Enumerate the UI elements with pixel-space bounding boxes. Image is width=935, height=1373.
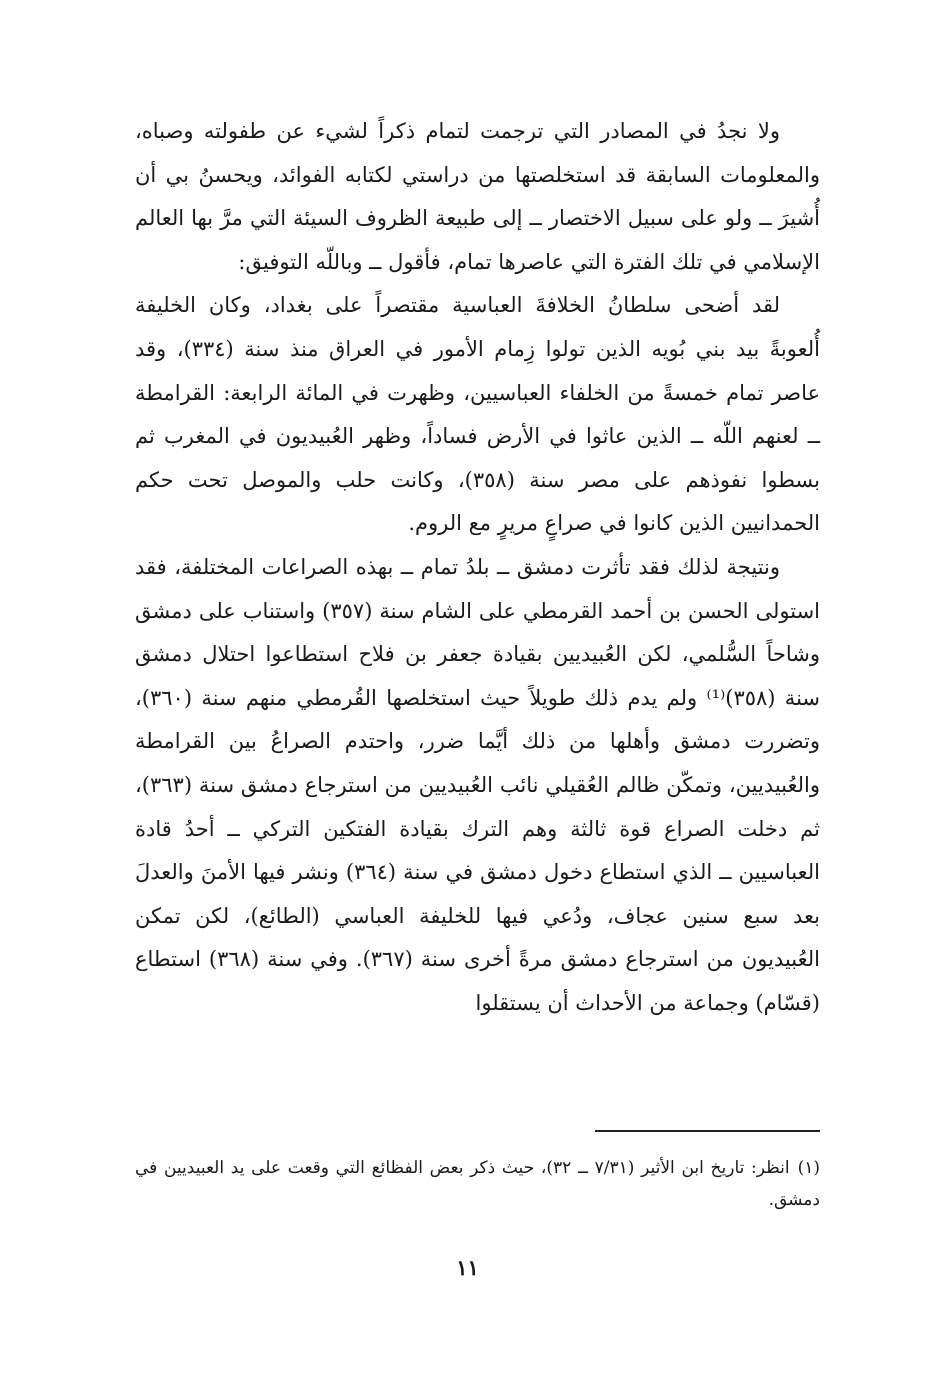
footnote-marker: (١) xyxy=(797,1158,820,1178)
paragraph-1: ولا نجدُ في المصادر التي ترجمت لتمام ذكراً لشيء عن طفولته وصباه، والمعلومات السابقة قد استخلصتها من دراستي لكتابه الفوائد، ويحسنُ بي أن أُشيرَ ــ ولو على سبيل الاختصار ــ إلى طبيعة الظروف السيئة التي مرَّ بها العالم الإسلامي في تلك الفترة التي عاصرها تمام، فأقول ــ وباللّه التوفيق: xyxy=(135,119,820,274)
paragraph-3: ونتيجة لذلك فقد تأثرت دمشق ــ بلدُ تمام ــ بهذه الصراعات المختلفة، فقد استولى الحسن بن أحمد القرمطي على الشام سنة (٣٥٧) واستناب على دمشق وشاحاً السُّلمي، لكن العُبيديين بقيادة جعفر بن فلاح استطاعوا احتلال دمشق سنة (٣٥٨)⁽¹⁾ ولم يدم ذلك طويلاً حيث استخلصها القُرمطي منهم سنة (٣٦٠)، وتضررت دمشق وأهلها من ذلك أيَّما ضرر، واحتدم الصراعُ بين القرامطة والعُبيديين، وتمكّن ظالم العُقيلي نائب العُبيديين من استرجاع دمشق سنة (٣٦٣)، ثم دخلت الصراع قوة ثالثة وهم الترك بقيادة الفتكين التركي ــ أحدُ قادة العباسيين ــ الذي استطاع دخول دمشق في سنة (٣٦٤) ونشر فيها الأمنَ والعدلَ بعد سبع سنين عجاف، ودُعي فيها للخليفة العباسي (الطائع)، لكن تمكن العُبيديون من استرجاع دمشق مرةً أخرى سنة (٣٦٧). وفي سنة (٣٦٨) استطاع (قسّام) وجماعة من الأحداث أن يستقلوا xyxy=(135,554,821,1015)
footnote-text: انظر: تاريخ ابن الأثير (٧/٣١ ــ ٣٢)، حيث ذكر بعض الفظائع التي وقعت على يد العبيديين في دمشق. xyxy=(135,1158,820,1210)
main-text xyxy=(135,110,820,1025)
paragraph-2: لقد أضحى سلطانُ الخلافةَ العباسية مقتصراً على بغداد، وكان الخليفة أُلعوبةً بيد بني بُويه الذين تولوا زِمام الأمور في العراق منذ سنة (٣٣٤)، وقد عاصر تمام خمسةً من الخلفاء العباسيين، وظهرت في المائة الرابعة: القرامطة ــ لعنهم اللّه ــ الذين عاثوا في الأرض فساداً، وظهر العُبيديون في المغرب ثم بسطوا نفوذهم على مصر سنة (٣٥٨)، وكانت حلب والموصل تحت حكم الحمدانيين الذين كانوا في صراعٍ مريرٍ مع الروم. xyxy=(135,293,821,536)
footnote-1 xyxy=(135,1152,820,1216)
page-number: ١١ xyxy=(456,1255,479,1280)
footnote-separator xyxy=(595,1130,820,1132)
